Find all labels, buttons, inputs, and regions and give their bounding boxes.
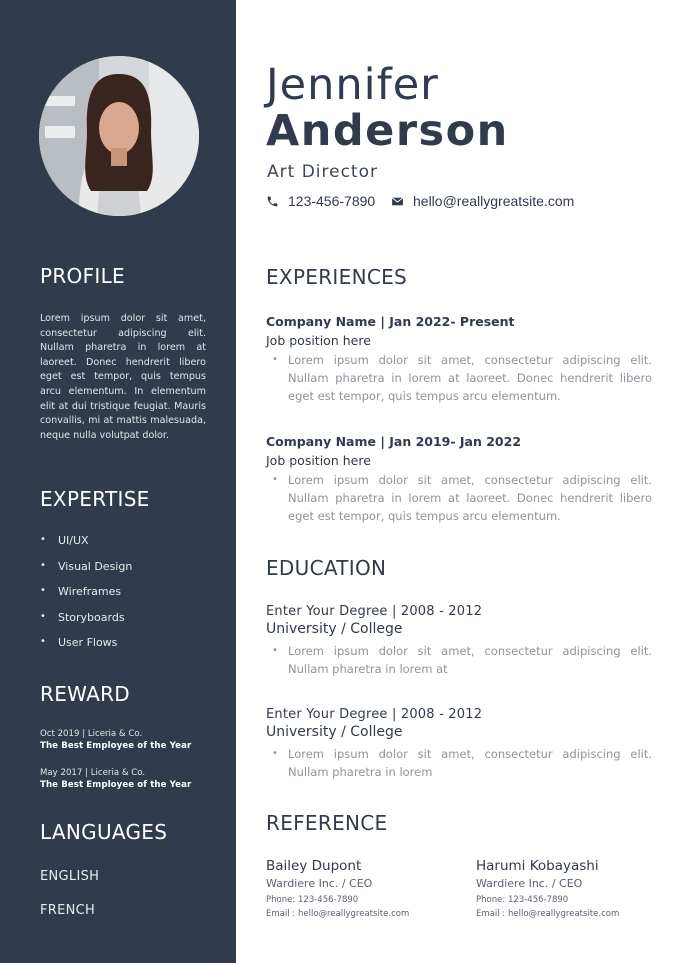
reward-title: The Best Employee of the Year bbox=[40, 740, 192, 751]
education-description: • Lorem ipsum dolor sit amet, consectetur adipiscing elit. Nullam pharetra in lorem bbox=[272, 747, 652, 779]
phone-contact bbox=[266, 193, 375, 209]
education-heading: EDUCATION bbox=[266, 556, 387, 580]
portrait-image bbox=[39, 56, 199, 216]
list-item: • UI/UX bbox=[40, 534, 89, 547]
experiences-heading: EXPERIENCES bbox=[266, 265, 408, 289]
job-position: Job position here bbox=[266, 333, 371, 348]
profile-heading: PROFILE bbox=[40, 264, 125, 288]
languages-heading: LANGUAGES bbox=[40, 820, 168, 844]
reference-card bbox=[266, 858, 409, 919]
main-content bbox=[236, 0, 680, 963]
last-name: Anderson bbox=[266, 106, 509, 156]
reward-date: May 2017 | Liceria & Co. bbox=[40, 768, 146, 778]
degree: Enter Your Degree | 2008 - 2012 bbox=[266, 707, 483, 722]
reward-item bbox=[40, 768, 191, 791]
phone-icon bbox=[266, 195, 279, 208]
education-description: • Lorem ipsum dolor sit amet, consectetur adipiscing elit. Nullam pharetra in lorem at bbox=[272, 644, 652, 676]
phone-number: 123-456-7890 bbox=[288, 193, 376, 209]
job-position: Job position here bbox=[266, 453, 371, 468]
list-item: • Storyboards bbox=[40, 610, 125, 624]
job-company: Company Name | Jan 2022- Present bbox=[266, 314, 515, 329]
language-item: ENGLISH bbox=[40, 869, 100, 884]
expertise-heading: EXPERTISE bbox=[40, 487, 150, 511]
reference-company: Wardiere Inc. / CEO bbox=[266, 877, 373, 890]
reference-company: Wardiere Inc. / CEO bbox=[476, 877, 583, 890]
expertise-list bbox=[40, 533, 132, 661]
job-description: • Lorem ipsum dolor sit amet, consectetur adipiscing elit. Nullam pharetra in lorem at laoreet. Donec hendrerit libero eget est tempor, quis tempus arcu elementum. bbox=[272, 473, 652, 523]
email-contact bbox=[391, 193, 574, 209]
reward-title: The Best Employee of the Year bbox=[40, 779, 192, 790]
reference-name: Bailey Dupont bbox=[266, 858, 362, 874]
job-company: Company Name | Jan 2019- Jan 2022 bbox=[266, 434, 522, 449]
reward-heading: REWARD bbox=[40, 682, 130, 706]
reward-item bbox=[40, 729, 191, 752]
sidebar bbox=[0, 0, 236, 963]
job-title: Art Director bbox=[267, 162, 378, 182]
list-item: • Visual Design bbox=[40, 559, 133, 573]
reference-phone: Phone: 123-456-7890 bbox=[476, 895, 569, 905]
email-address: hello@reallygreatsite.com bbox=[413, 193, 575, 209]
profile-photo bbox=[39, 56, 199, 216]
list-item: • User Flows bbox=[40, 636, 118, 649]
profile-text: Lorem ipsum dolor sit amet, consectetur adipiscing elit. Nullam pharetra in lorem at laoreet. Donec hendrerit libero eget est tempor, quis tempus arcu elementum. In elementum elit at dui tristique feugiat. Mauris convallis, mi at mattis malesuada, neque nulla volutpat dolor. bbox=[40, 313, 206, 441]
reference-name: Harumi Kobayashi bbox=[476, 858, 599, 874]
list-item: • Wireframes bbox=[40, 585, 122, 598]
reward-date: Oct 2019 | Liceria & Co. bbox=[40, 729, 143, 739]
envelope-icon bbox=[391, 195, 404, 208]
reference-card bbox=[476, 858, 619, 919]
reference-heading: REFERENCE bbox=[266, 811, 388, 835]
reference-phone: Phone: 123-456-7890 bbox=[266, 895, 359, 905]
degree: Enter Your Degree | 2008 - 2012 bbox=[266, 604, 483, 619]
reference-email: Email : hello@reallygreatsite.com bbox=[266, 909, 410, 919]
school: University / College bbox=[266, 724, 403, 740]
first-name: Jennifer bbox=[266, 60, 439, 110]
language-item: FRENCH bbox=[40, 903, 96, 918]
job-description: • Lorem ipsum dolor sit amet, consectetur adipiscing elit. Nullam pharetra in lorem at laoreet. Donec hendrerit libero eget est tempor, quis tempus arcu elementum. bbox=[272, 353, 652, 403]
school: University / College bbox=[266, 621, 403, 637]
reference-email: Email : hello@reallygreatsite.com bbox=[476, 909, 620, 919]
